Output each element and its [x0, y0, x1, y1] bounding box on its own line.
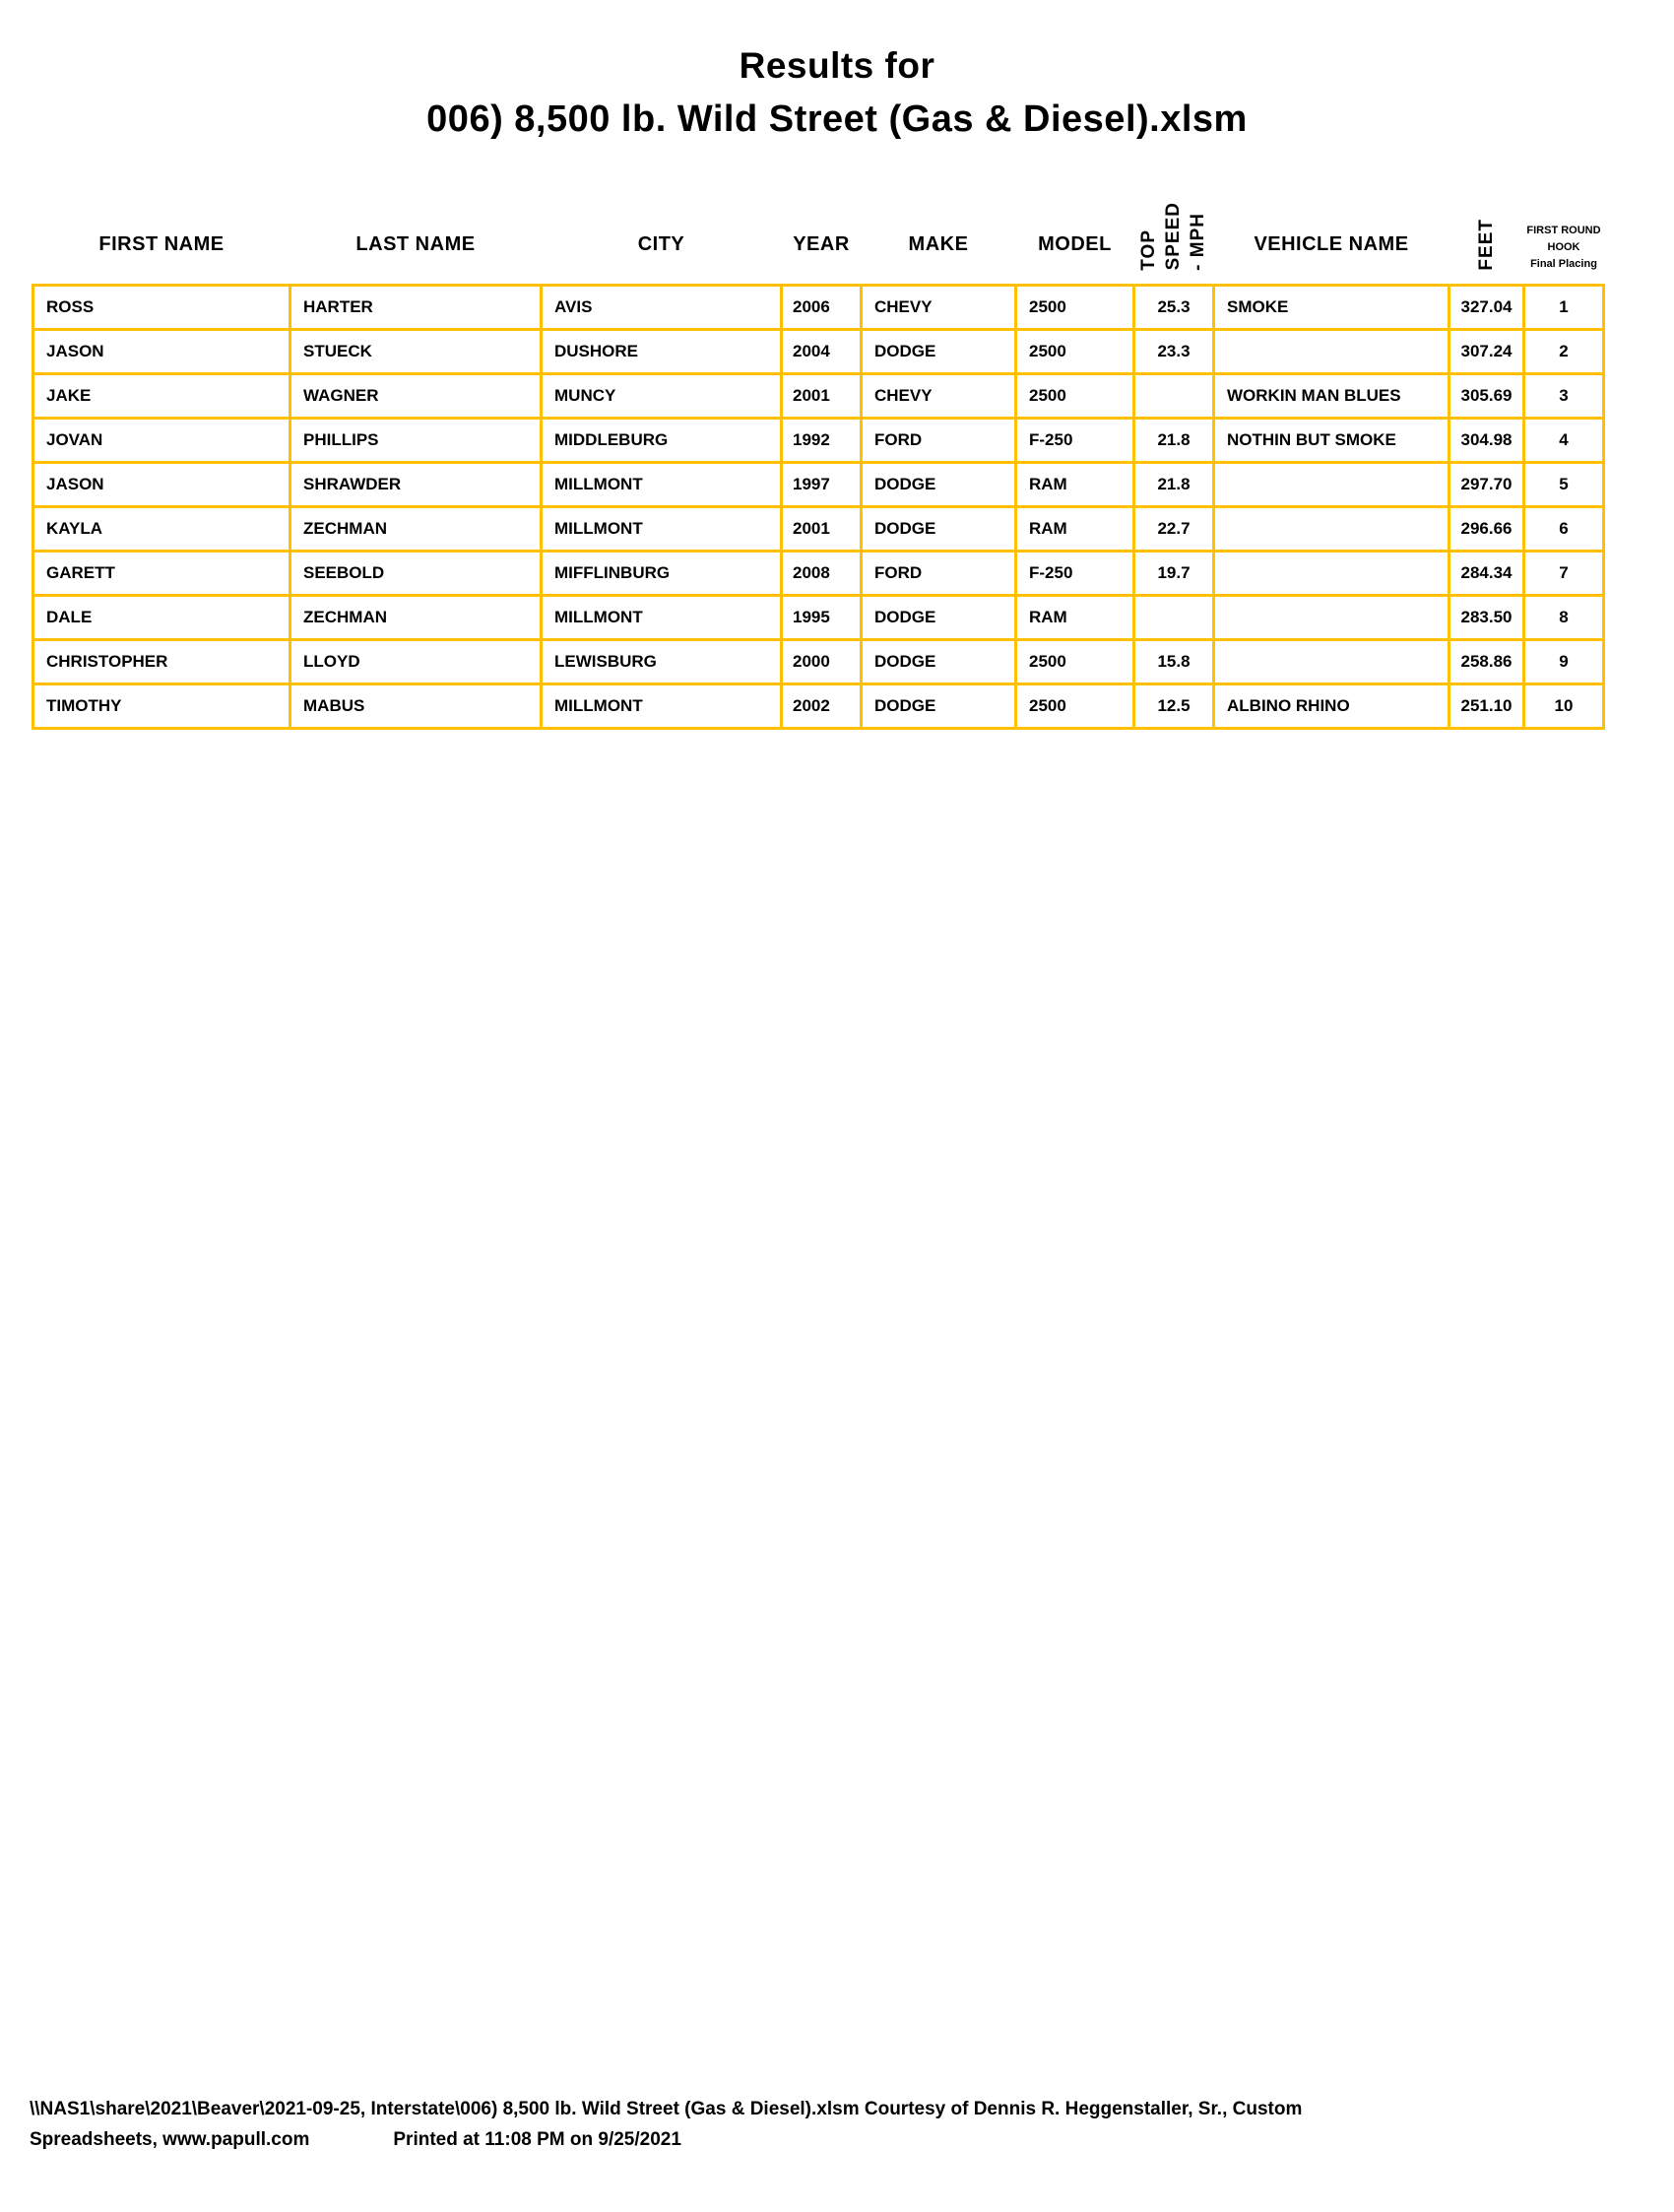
cell-year: 2000: [782, 639, 862, 683]
cell-top-speed: [1134, 373, 1214, 418]
rotated-word-mph: - MPH: [1187, 212, 1208, 271]
cell-first-name: JAKE: [33, 373, 290, 418]
cell-city: MILLMONT: [542, 683, 782, 728]
cell-vehicle-name: [1214, 639, 1449, 683]
table-row: [33, 506, 1604, 551]
header-city: CITY: [637, 232, 685, 255]
cell-feet: 307.24: [1449, 329, 1524, 373]
placing-header-line-2: HOOK: [1547, 241, 1580, 254]
cell-model: 2500: [1016, 373, 1134, 418]
cell-feet: 251.10: [1449, 683, 1524, 728]
cell-model: 2500: [1016, 329, 1134, 373]
footer-line-2: [30, 2124, 1654, 2155]
cell-year: 1992: [782, 418, 862, 462]
cell-city: MIDDLEBURG: [542, 418, 782, 462]
rotated-word-top: TOP: [1138, 228, 1160, 271]
cell-model: RAM: [1016, 462, 1134, 506]
cell-model: 2500: [1016, 639, 1134, 683]
cell-placing: 2: [1524, 329, 1604, 373]
table-row: [33, 462, 1604, 506]
cell-last-name: STUECK: [290, 329, 542, 373]
table-row: [33, 639, 1604, 683]
cell-last-name: LLOYD: [290, 639, 542, 683]
cell-city: MUNCY: [542, 373, 782, 418]
cell-last-name: ZECHMAN: [290, 595, 542, 639]
cell-city: DUSHORE: [542, 329, 782, 373]
header-year: YEAR: [793, 232, 850, 255]
cell-placing: 6: [1524, 506, 1604, 551]
cell-city: AVIS: [542, 285, 782, 329]
cell-feet: 258.86: [1449, 639, 1524, 683]
cell-model: 2500: [1016, 683, 1134, 728]
cell-feet: 327.04: [1449, 285, 1524, 329]
cell-vehicle-name: [1214, 329, 1449, 373]
cell-make: CHEVY: [862, 285, 1016, 329]
cell-year: 2004: [782, 329, 862, 373]
header-row: [33, 141, 1604, 285]
cell-last-name: WAGNER: [290, 373, 542, 418]
cell-first-name: GARETT: [33, 551, 290, 595]
header-make: MAKE: [908, 232, 969, 255]
cell-year: 2002: [782, 683, 862, 728]
cell-city: MIFFLINBURG: [542, 551, 782, 595]
cell-top-speed: 21.8: [1134, 462, 1214, 506]
cell-vehicle-name: SMOKE: [1214, 285, 1449, 329]
cell-placing: 4: [1524, 418, 1604, 462]
cell-make: FORD: [862, 418, 1016, 462]
header-top-speed-mph: [1134, 141, 1214, 285]
cell-last-name: MABUS: [290, 683, 542, 728]
cell-first-name: DALE: [33, 595, 290, 639]
placing-header-line-1: FIRST ROUND: [1526, 225, 1601, 237]
footer-line-1: \\NAS1\share\2021\Beaver\2021-09-25, Interstate\006) 8,500 lb. Wild Street (Gas & Diesel).xlsm Courtesy of Dennis R. Heggenstaller, Sr., Custom: [30, 2099, 1303, 2119]
cell-city: MILLMONT: [542, 462, 782, 506]
cell-feet: 296.66: [1449, 506, 1524, 551]
cell-make: DODGE: [862, 329, 1016, 373]
cell-placing: 5: [1524, 462, 1604, 506]
cell-vehicle-name: [1214, 506, 1449, 551]
cell-last-name: SHRAWDER: [290, 462, 542, 506]
cell-city: LEWISBURG: [542, 639, 782, 683]
rotated-word-speed: SPEED: [1163, 202, 1185, 271]
cell-make: DODGE: [862, 595, 1016, 639]
results-table: [32, 141, 1605, 730]
cell-model: RAM: [1016, 506, 1134, 551]
cell-year: 2008: [782, 551, 862, 595]
cell-vehicle-name: [1214, 551, 1449, 595]
cell-first-name: TIMOTHY: [33, 683, 290, 728]
cell-year: 2001: [782, 373, 862, 418]
cell-top-speed: 23.3: [1134, 329, 1214, 373]
cell-feet: 284.34: [1449, 551, 1524, 595]
cell-placing: 9: [1524, 639, 1604, 683]
cell-placing: 10: [1524, 683, 1604, 728]
cell-make: DODGE: [862, 683, 1016, 728]
cell-feet: 297.70: [1449, 462, 1524, 506]
cell-year: 1997: [782, 462, 862, 506]
cell-first-name: KAYLA: [33, 506, 290, 551]
cell-model: RAM: [1016, 595, 1134, 639]
cell-top-speed: 21.8: [1134, 418, 1214, 462]
cell-vehicle-name: ALBINO RHINO: [1214, 683, 1449, 728]
cell-feet: 283.50: [1449, 595, 1524, 639]
header-vehicle-name: VEHICLE NAME: [1254, 232, 1409, 255]
table-row: [33, 683, 1604, 728]
rotated-top-speed-label: [1134, 202, 1214, 283]
cell-year: 1995: [782, 595, 862, 639]
cell-year: 2006: [782, 285, 862, 329]
cell-top-speed: 15.8: [1134, 639, 1214, 683]
header-feet: [1449, 141, 1524, 285]
cell-top-speed: 12.5: [1134, 683, 1214, 728]
cell-city: MILLMONT: [542, 506, 782, 551]
table-row: [33, 551, 1604, 595]
cell-last-name: HARTER: [290, 285, 542, 329]
rotated-word-feet: FEET: [1475, 218, 1497, 271]
cell-placing: 1: [1524, 285, 1604, 329]
placing-header-line-3: Final Placing: [1530, 258, 1597, 271]
cell-feet: 304.98: [1449, 418, 1524, 462]
table-row: [33, 373, 1604, 418]
cell-model: F-250: [1016, 551, 1134, 595]
footer-courtesy-wrap: Spreadsheets, www.papull.com: [30, 2129, 310, 2150]
table-row: [33, 595, 1604, 639]
results-table-body: [33, 285, 1604, 728]
table-row: [33, 329, 1604, 373]
page-footer: [30, 2094, 1654, 2155]
cell-first-name: JASON: [33, 462, 290, 506]
cell-last-name: ZECHMAN: [290, 506, 542, 551]
cell-placing: 8: [1524, 595, 1604, 639]
table-row: [33, 285, 1604, 329]
header-first-round-hook: [1524, 141, 1604, 285]
title-line-1: Results for: [739, 45, 935, 86]
cell-first-name: JASON: [33, 329, 290, 373]
cell-top-speed: [1134, 595, 1214, 639]
header-model: MODEL: [1038, 232, 1112, 255]
cell-placing: 3: [1524, 373, 1604, 418]
cell-city: MILLMONT: [542, 595, 782, 639]
cell-make: DODGE: [862, 639, 1016, 683]
cell-feet: 305.69: [1449, 373, 1524, 418]
cell-vehicle-name: [1214, 595, 1449, 639]
rotated-feet-label: [1449, 219, 1524, 284]
cell-top-speed: 25.3: [1134, 285, 1214, 329]
cell-make: DODGE: [862, 506, 1016, 551]
cell-make: CHEVY: [862, 373, 1016, 418]
header-last-name: LAST NAME: [355, 232, 476, 255]
cell-year: 2001: [782, 506, 862, 551]
cell-top-speed: 19.7: [1134, 551, 1214, 595]
cell-last-name: PHILLIPS: [290, 418, 542, 462]
cell-model: 2500: [1016, 285, 1134, 329]
title-line-2: 006) 8,500 lb. Wild Street (Gas & Diesel).xlsm: [426, 98, 1248, 140]
cell-vehicle-name: NOTHIN BUT SMOKE: [1214, 418, 1449, 462]
cell-top-speed: 22.7: [1134, 506, 1214, 551]
cell-make: FORD: [862, 551, 1016, 595]
page-title: [0, 45, 1674, 141]
footer-printed-at: Printed at 11:08 PM on 9/25/2021: [393, 2129, 681, 2150]
cell-first-name: JOVAN: [33, 418, 290, 462]
cell-model: F-250: [1016, 418, 1134, 462]
cell-first-name: ROSS: [33, 285, 290, 329]
cell-make: DODGE: [862, 462, 1016, 506]
cell-first-name: CHRISTOPHER: [33, 639, 290, 683]
cell-placing: 7: [1524, 551, 1604, 595]
header-first-name: FIRST NAME: [98, 232, 225, 255]
cell-vehicle-name: WORKIN MAN BLUES: [1214, 373, 1449, 418]
cell-last-name: SEEBOLD: [290, 551, 542, 595]
placing-header-block: [1524, 223, 1604, 283]
table-row: [33, 418, 1604, 462]
cell-vehicle-name: [1214, 462, 1449, 506]
